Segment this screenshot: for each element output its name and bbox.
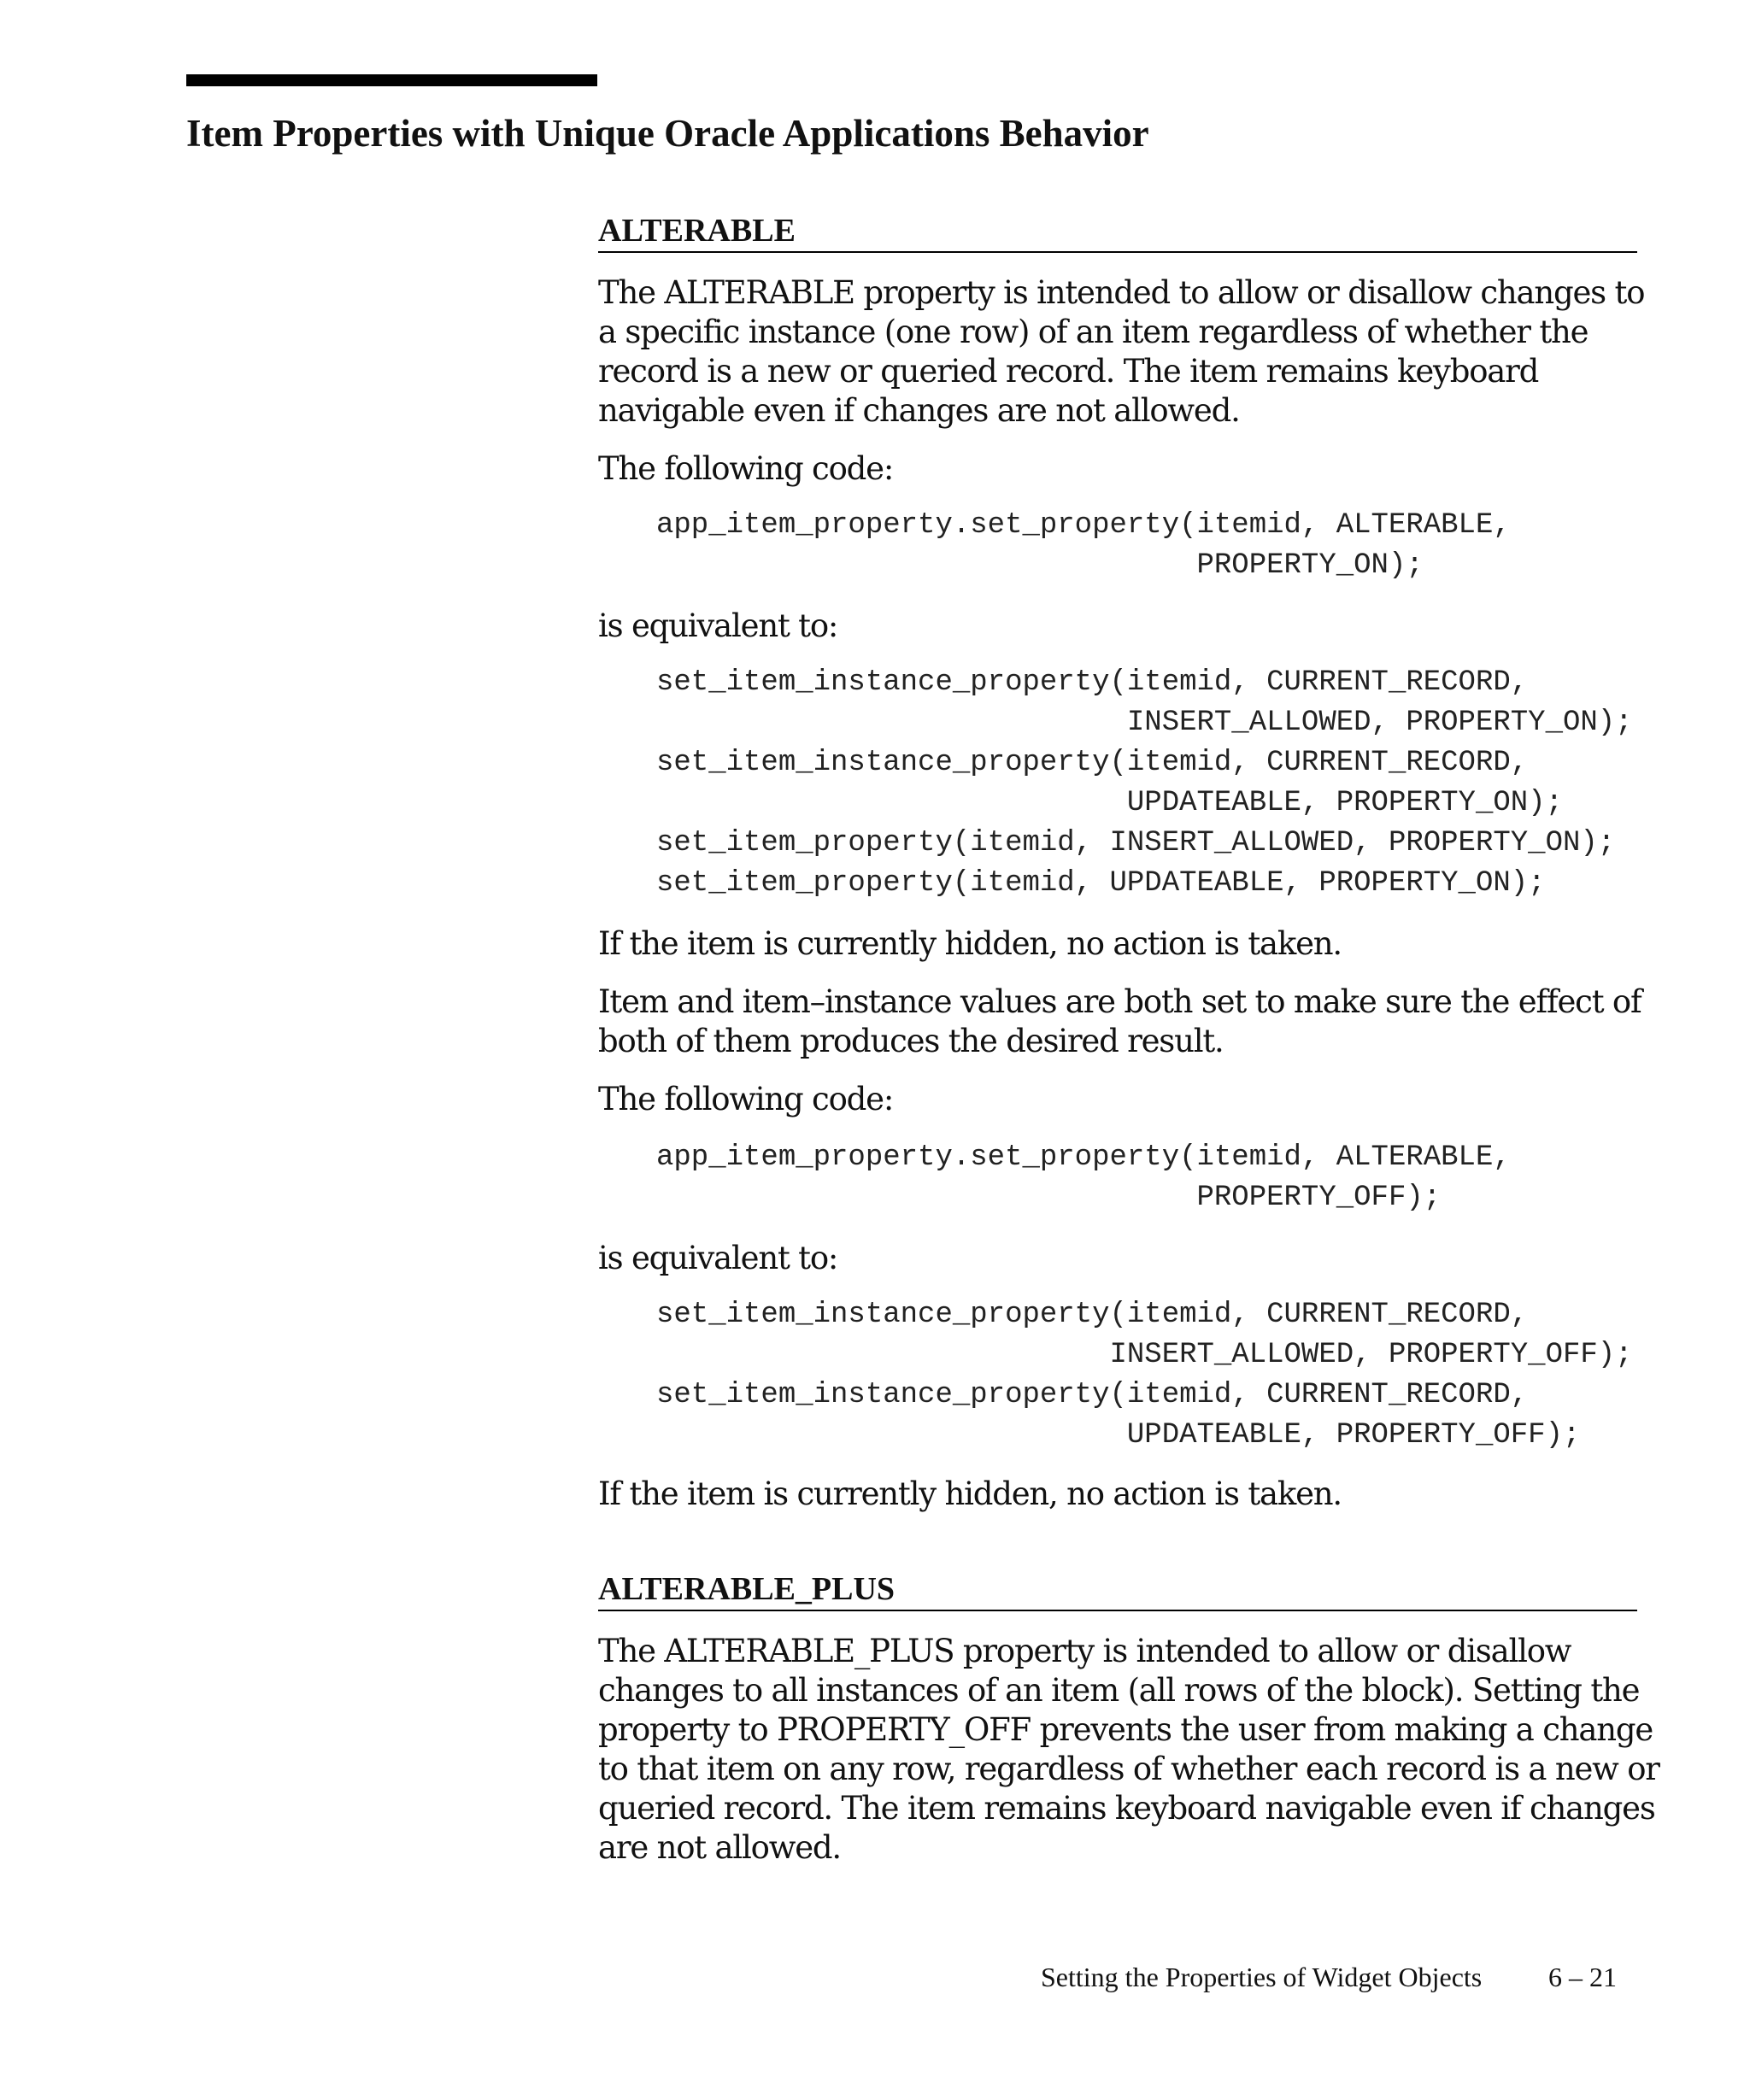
code-line: set_item_property(itemid, UPDATEABLE, PROPERTY_ON); — [656, 867, 1546, 900]
text-line: a specific instance (one row) of an item regardless of whether the — [598, 314, 1589, 350]
code-block-equivalent-on — [656, 663, 1633, 904]
code-block-alterable-off — [656, 1138, 1511, 1218]
code-line: set_item_instance_property(itemid, CURRENT_RECORD, — [656, 1379, 1529, 1411]
code-line: PROPERTY_ON); — [656, 549, 1424, 582]
top-rule — [186, 74, 597, 86]
code-block-alterable-on — [656, 506, 1511, 586]
code-line: app_item_property.set_property(itemid, ALTERABLE, — [656, 1141, 1511, 1174]
following-code-label: The following code: — [598, 1081, 894, 1117]
text-line: to that item on any row, regardless of whether each record is a new or — [598, 1751, 1659, 1787]
text-line: queried record. The item remains keyboard navigable even if changes — [598, 1790, 1655, 1827]
page-title: Item Properties with Unique Oracle Applications Behavior — [186, 112, 1149, 155]
hidden-note: If the item is currently hidden, no action is taken. — [598, 1475, 1342, 1512]
text-line: changes to all instances of an item (all rows of the block). Setting the — [598, 1672, 1640, 1709]
section-heading-alterable: ALTERABLE — [598, 212, 1637, 253]
item-instance-explanation — [598, 983, 1641, 1061]
code-line: UPDATEABLE, PROPERTY_OFF); — [656, 1419, 1581, 1452]
code-line: set_item_instance_property(itemid, CURRENT_RECORD, — [656, 666, 1529, 699]
code-block-equivalent-off — [656, 1295, 1633, 1456]
code-line: INSERT_ALLOWED, PROPERTY_ON); — [656, 707, 1633, 739]
hidden-note: If the item is currently hidden, no action is taken. — [598, 925, 1342, 962]
text-line: record is a new or queried record. The item remains keyboard — [598, 353, 1539, 390]
code-line: UPDATEABLE, PROPERTY_ON); — [656, 787, 1563, 819]
text-line: are not allowed. — [598, 1829, 841, 1866]
text-line: The ALTERABLE_PLUS property is intended to allow or disallow — [598, 1633, 1571, 1669]
code-line: app_item_property.set_property(itemid, ALTERABLE, — [656, 509, 1511, 542]
code-line: set_item_instance_property(itemid, CURRENT_RECORD, — [656, 747, 1529, 779]
text-line: both of them produces the desired result. — [598, 1023, 1224, 1059]
alterable-plus-description — [598, 1632, 1659, 1868]
code-line: set_item_property(itemid, INSERT_ALLOWED, PROPERTY_ON); — [656, 827, 1616, 859]
text-line: navigable even if changes are not allowed. — [598, 392, 1240, 429]
footer-chapter-title: Setting the Properties of Widget Objects — [1041, 1962, 1483, 1992]
equivalent-label: is equivalent to: — [598, 1240, 838, 1276]
text-line: property to PROPERTY_OFF prevents the user from making a change — [598, 1711, 1653, 1748]
following-code-label: The following code: — [598, 450, 894, 487]
equivalent-label: is equivalent to: — [598, 607, 838, 644]
code-line: set_item_instance_property(itemid, CURRENT_RECORD, — [656, 1299, 1529, 1331]
alterable-description — [598, 273, 1645, 431]
code-line: PROPERTY_OFF); — [656, 1182, 1442, 1214]
footer-page-number: 6 – 21 — [1548, 1962, 1617, 1992]
text-line: The ALTERABLE property is intended to allow or disallow changes to — [598, 274, 1645, 311]
text-line: Item and item–instance values are both set to make sure the effect of — [598, 983, 1641, 1020]
code-line: INSERT_ALLOWED, PROPERTY_OFF); — [656, 1339, 1633, 1371]
section-heading-alterable-plus: ALTERABLE_PLUS — [598, 1570, 1637, 1611]
